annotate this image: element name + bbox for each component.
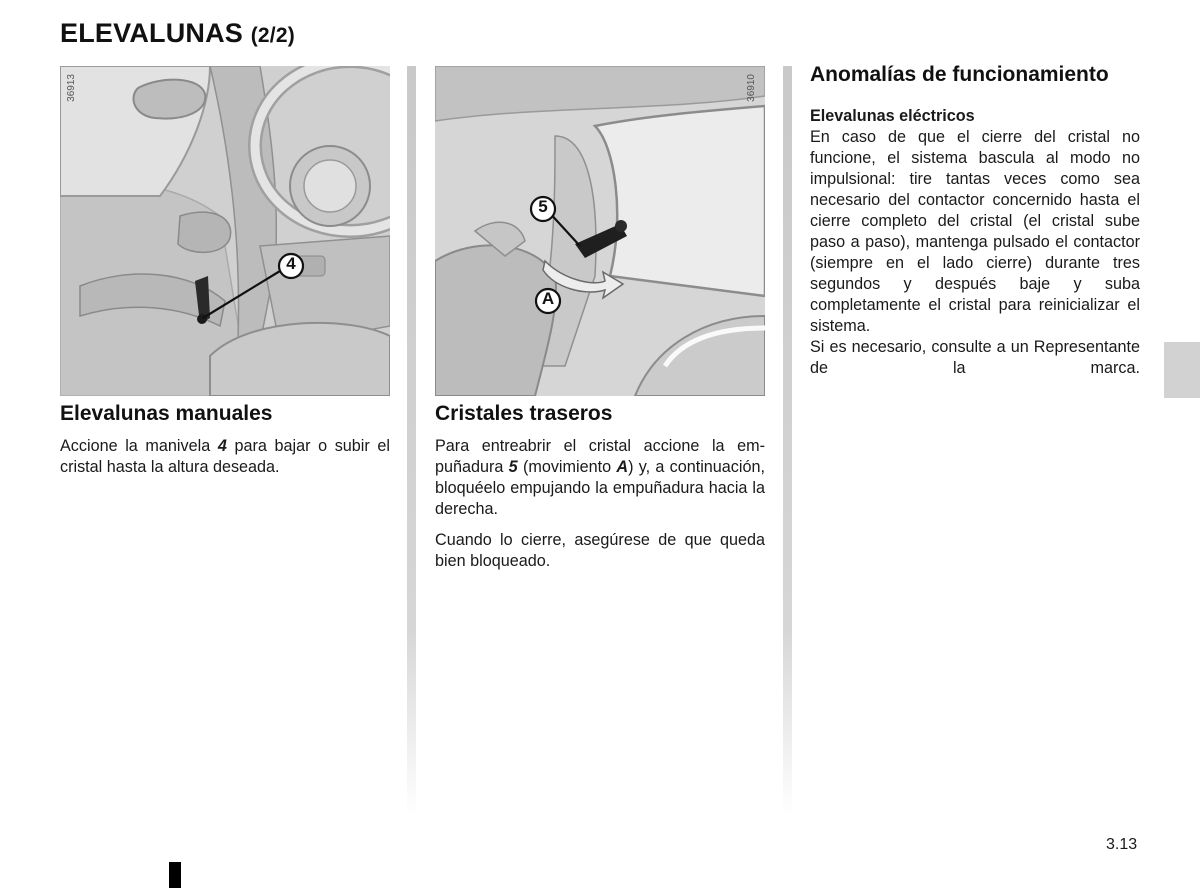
callout-label: A <box>541 289 555 308</box>
section-body <box>435 436 765 572</box>
column-divider-right <box>783 66 792 816</box>
sub-heading: Elevalunas eléctricos <box>810 107 975 125</box>
column-divider-left <box>407 66 416 816</box>
car-interior-door-illustration <box>60 66 390 396</box>
rear-window-illustration <box>435 66 765 396</box>
section-heading: Anomalías de funcionamiento <box>810 63 1109 86</box>
section-tab <box>1164 342 1200 398</box>
paragraph: Accione la manivela 4 para bajar o subir el cristal hasta la altura deseada. <box>60 437 390 476</box>
section-heading: Cristales traseros <box>435 402 613 425</box>
paragraph: Para entreabrir el cristal accione la empuñadura 5 (movimiento A) y, a continuación, bloquéelo empujando la empuñadura hacia la derecha. <box>435 437 765 518</box>
figure-code: 36913 <box>66 74 77 102</box>
callout-label: 4 <box>286 254 296 273</box>
page-number: 3.13 <box>1106 836 1138 853</box>
section-heading: Elevalunas manuales <box>60 402 273 425</box>
page-title-suffix: (2/2) <box>250 24 295 47</box>
page-title <box>60 18 295 49</box>
figure-code: 36910 <box>746 74 757 102</box>
reference-number: 4 <box>217 437 227 455</box>
section-body <box>60 436 390 478</box>
paragraph: Cuando lo cierre, asegúrese de que queda bien bloqueado. <box>435 531 765 570</box>
section-body <box>810 106 1140 379</box>
figure-rear-window-latch <box>435 66 765 396</box>
paragraph: Si es necesario, consulte a un Representante de la marca. <box>810 338 1140 377</box>
paragraph: En caso de que el cierre del cristal no funcione, el sistema bascula al modo no impulsional: tire tantas veces como sea necesario del contactor concernido hasta el cierre completo del cristal (el cristal sube paso a paso), mantenga pulsado el contactor (siempre en el lado cierre) durante tres segundos y después baje y suba completamente el cristal para reinicializar el sistema. <box>810 128 1140 335</box>
callout-label: 5 <box>538 197 548 216</box>
reference-letter: A <box>616 458 629 476</box>
reference-number: 5 <box>508 458 518 476</box>
figure-manual-window-crank <box>60 66 390 396</box>
print-crop-mark <box>169 862 181 888</box>
page-title-text: ELEVALUNAS <box>60 18 244 48</box>
